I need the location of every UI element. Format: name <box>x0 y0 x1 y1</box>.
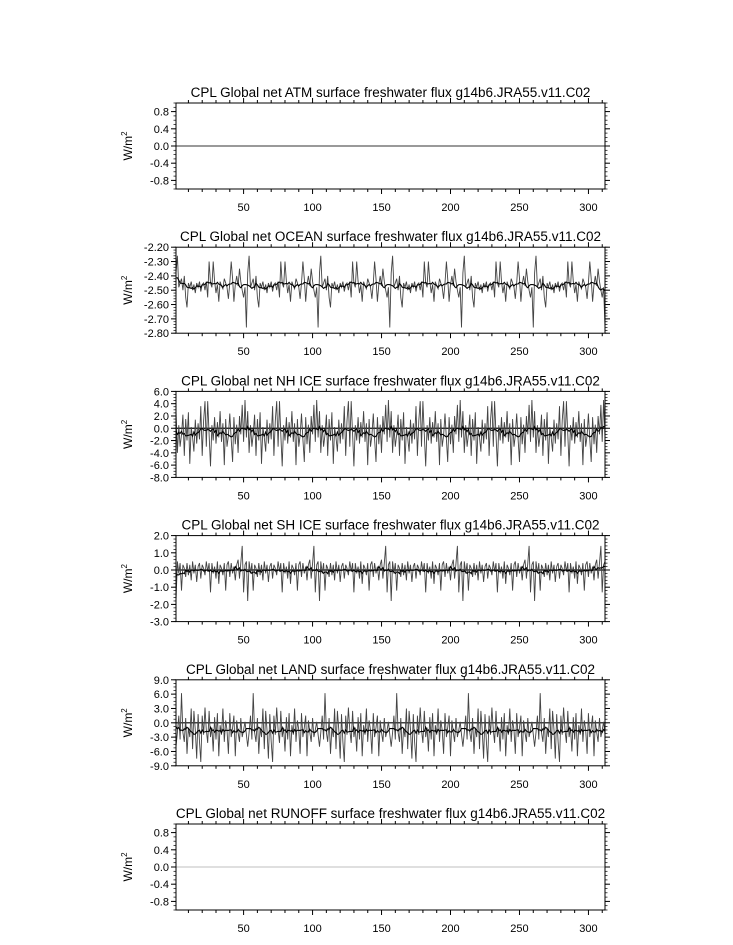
chart-title: CPL Global net NH ICE surface freshwater flux g14b6.JRA55.v11.C02 <box>181 373 600 389</box>
y-tick-label: -4.0 <box>150 447 169 460</box>
y-axis-label <box>120 131 135 161</box>
y-tick-label: -2.70 <box>143 313 169 326</box>
series-line-monthly <box>176 546 605 601</box>
y-axis-label-unit: W/m <box>121 856 135 882</box>
chart-title: CPL Global net OCEAN surface freshwater flux g14b6.JRA55.v11.C02 <box>180 229 601 245</box>
x-tick-label: 200 <box>441 923 460 935</box>
panel-5 <box>120 662 610 791</box>
plot-area <box>176 546 605 601</box>
y-tick-label: 0.0 <box>153 565 169 577</box>
chart-title: CPL Global net RUNOFF surface freshwater flux g14b6.JRA55.v11.C02 <box>175 806 606 821</box>
y-axis-label-superscript: 2 <box>120 564 129 569</box>
chart-title: CPL Global net SH ICE surface freshwater flux g14b6.JRA55.v11.C02 <box>181 517 600 533</box>
x-tick-label: 100 <box>303 923 322 935</box>
y-axis-label-superscript: 2 <box>120 708 129 713</box>
y-axis-label <box>120 563 135 593</box>
y-tick-label: -2.20 <box>143 242 169 255</box>
y-tick-label: -6.0 <box>150 460 169 473</box>
x-tick-label: 150 <box>372 346 391 359</box>
x-tick-label: 50 <box>237 490 250 503</box>
plot-area <box>176 256 605 328</box>
y-tick-label: -1.0 <box>150 582 169 595</box>
y-axis-label-superscript: 2 <box>120 275 129 281</box>
panel-4 <box>120 518 610 647</box>
series-line-monthly <box>176 256 605 328</box>
x-tick-label: 150 <box>372 202 391 214</box>
y-axis-label-unit: W/m <box>121 712 135 738</box>
y-tick-label: -2.30 <box>143 256 169 269</box>
y-tick-label: -2.40 <box>143 270 169 283</box>
y-tick-label: -9.0 <box>150 760 169 773</box>
x-tick-label: 150 <box>372 634 391 647</box>
y-tick-label: -3.0 <box>150 732 169 745</box>
x-tick-label: 50 <box>237 778 250 791</box>
x-tick-label: 200 <box>441 778 460 791</box>
x-tick-label: 300 <box>579 634 598 647</box>
y-tick-label: 0.0 <box>153 862 169 874</box>
x-tick-label: 250 <box>510 202 529 214</box>
x-tick-label: 50 <box>237 923 250 935</box>
y-tick-label: 0.0 <box>153 141 169 153</box>
y-tick-label: -0.8 <box>150 175 169 188</box>
y-axis-label-unit: W/m <box>121 424 135 449</box>
plot-area <box>176 693 605 762</box>
y-tick-label: 6.0 <box>153 386 169 399</box>
x-tick-label: 100 <box>303 346 322 359</box>
panel-6 <box>120 806 610 935</box>
x-tick-label: 150 <box>372 923 391 935</box>
y-tick-label: 0.0 <box>153 717 169 730</box>
x-tick-label: 150 <box>372 490 391 503</box>
x-tick-label: 250 <box>510 778 529 791</box>
plot-area <box>176 400 605 466</box>
y-tick-label: -0.8 <box>150 896 169 909</box>
y-tick-label: -0.4 <box>150 158 169 171</box>
x-tick-label: 300 <box>579 490 598 503</box>
x-tick-label: 300 <box>579 923 598 935</box>
x-tick-label: 100 <box>303 778 322 791</box>
x-tick-label: 250 <box>510 346 529 359</box>
x-tick-label: 200 <box>441 490 460 503</box>
series-line-monthly <box>176 693 605 762</box>
y-tick-label: -2.0 <box>150 435 169 448</box>
y-axis-label-superscript: 2 <box>120 852 129 857</box>
y-tick-label: -2.60 <box>143 299 169 312</box>
y-tick-label: 2.0 <box>153 530 169 543</box>
y-tick-label: -3.0 <box>150 616 169 629</box>
y-tick-label: 3.0 <box>153 703 169 716</box>
y-tick-label: 0.8 <box>153 106 169 119</box>
x-tick-label: 50 <box>237 346 250 359</box>
y-axis-label-superscript: 2 <box>120 131 129 136</box>
panel-3 <box>120 373 610 502</box>
y-tick-label: 1.0 <box>153 547 169 560</box>
y-axis-label-unit: W/m <box>121 135 135 161</box>
y-tick-label: 0.8 <box>153 827 169 840</box>
y-tick-label: 0.0 <box>153 423 169 436</box>
x-tick-label: 150 <box>372 778 391 791</box>
chart-title: CPL Global net ATM surface freshwater flux g14b6.JRA55.v11.C02 <box>190 85 591 100</box>
x-tick-label: 200 <box>441 346 460 359</box>
y-tick-label: -8.0 <box>150 472 169 485</box>
y-axis-label <box>120 708 135 738</box>
x-tick-label: 100 <box>303 634 322 647</box>
x-tick-label: 200 <box>441 202 460 214</box>
x-tick-label: 50 <box>237 202 250 214</box>
y-axis-label <box>120 419 135 449</box>
y-tick-label: -0.4 <box>150 879 169 892</box>
y-axis-label <box>120 275 135 305</box>
y-tick-label: 9.0 <box>153 674 169 687</box>
x-tick-label: 250 <box>510 634 529 647</box>
x-tick-label: 250 <box>510 923 529 935</box>
x-tick-label: 50 <box>237 634 250 647</box>
panel-1 <box>120 85 610 214</box>
y-tick-label: -6.0 <box>150 746 169 759</box>
y-axis-label-superscript: 2 <box>120 419 129 425</box>
x-tick-label: 300 <box>579 346 598 359</box>
panel-2 <box>120 229 610 358</box>
y-tick-label: -2.0 <box>150 599 169 612</box>
y-tick-label: 0.4 <box>153 844 169 857</box>
x-tick-label: 300 <box>579 778 598 791</box>
y-tick-label: 2.0 <box>153 410 169 423</box>
x-tick-label: 250 <box>510 490 529 503</box>
x-tick-label: 100 <box>303 490 322 503</box>
y-tick-label: 4.0 <box>153 398 169 411</box>
x-tick-label: 300 <box>579 202 598 214</box>
x-tick-label: 200 <box>441 634 460 647</box>
y-tick-label: -2.50 <box>143 285 169 298</box>
y-axis-label <box>120 852 135 882</box>
y-tick-label: 6.0 <box>153 689 169 702</box>
y-tick-label: 0.4 <box>153 123 169 136</box>
chart-title: CPL Global net LAND surface freshwater flux g14b6.JRA55.v11.C02 <box>186 661 595 677</box>
y-tick-label: -2.80 <box>143 328 169 341</box>
y-axis-label-unit: W/m <box>121 280 135 305</box>
y-axis-label-unit: W/m <box>121 568 135 594</box>
x-tick-label: 100 <box>303 202 322 214</box>
